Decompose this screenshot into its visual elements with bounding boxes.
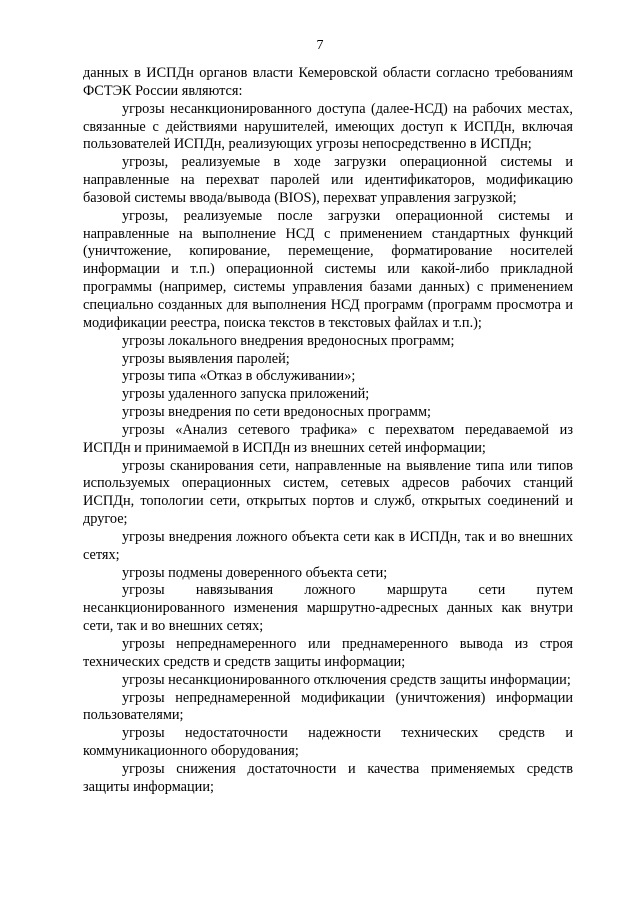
paragraph-threat-after-boot: угрозы, реализуемые после загрузки операционной системы и направленные на выполнение НСД с применением стандартных функций (уничтожение, копирование, перемещение, форматирование носителей информации и т.п.) операционной системы или какой-либо прикладной программы (например, системы управления базами данных) с применением специально созданных для выполнения НСД программ (программ просмотра и модификации реестра, поиска текстов в текстовых файлах и т.п.); bbox=[83, 207, 573, 331]
paragraph-threat-remote-launch: угрозы удаленного запуска приложений; bbox=[122, 386, 370, 403]
paragraph-threat-false-object: угрозы внедрения ложного объекта сети как в ИСПДн, так и во внешних сетях; bbox=[83, 528, 573, 563]
paragraph-threat-nsd-workplaces: угрозы несанкционированного доступа (далее-НСД) на рабочих местах, связанные с действиями нарушителей, имеющих доступ к ИСПДн, включая пользователей ИСПДн, реализующих угрозы непосредственно в ИСПДн; bbox=[83, 100, 573, 153]
paragraph-threat-reduced-protection-quality: угрозы снижения достаточности и качества применяемых средств защиты информации; bbox=[83, 760, 573, 795]
paragraph-threat-password-discovery: угрозы выявления паролей; bbox=[122, 350, 290, 367]
paragraph-threat-network-scanning: угрозы сканирования сети, направленные на выявление типа или типов используемых операционных систем, сетевых адресов рабочих станций ИСПДн, топологии сети, открытых портов и служб, открытых соединений и другое; bbox=[83, 457, 573, 528]
paragraph-threat-network-malware: угрозы внедрения по сети вредоносных программ; bbox=[122, 404, 431, 421]
paragraph-threat-protection-disable: угрозы несанкционированного отключения средств защиты информации; bbox=[122, 671, 571, 688]
paragraph-threat-unintended-modification: угрозы непреднамеренной модификации (уничтожения) информации пользователями; bbox=[83, 689, 573, 724]
paragraph-intro: данных в ИСПДн органов власти Кемеровской области согласно требованиям ФСТЭК России являются: bbox=[83, 65, 573, 99]
paragraph-threat-traffic-analysis: угрозы «Анализ сетевого трафика» с перехватом передаваемой из ИСПДн и принимаемой в ИСПДн из внешних сетей информации; bbox=[83, 421, 573, 456]
paragraph-threat-insufficient-reliability: угрозы недостаточности надежности технических средств и коммуникационного оборудования; bbox=[83, 725, 573, 760]
paragraph-threat-hardware-failure: угрозы непреднамеренного или преднамеренного вывода из строя технических средств и средств защиты информации; bbox=[83, 636, 573, 670]
paragraph-threat-local-malware: угрозы локального внедрения вредоносных программ; bbox=[122, 332, 455, 349]
paragraph-threat-trusted-object-spoofing: угрозы подмены доверенного объекта сети; bbox=[122, 564, 388, 581]
body-text bbox=[83, 65, 573, 797]
paragraph-threat-false-route: угрозы навязывания ложного маршрута сети путем несанкционированного изменения маршрутно-адресных данных как внутри сети, так и во внешних сетях; bbox=[83, 582, 573, 635]
paragraph-threat-os-boot: угрозы, реализуемые в ходе загрузки операционной системы и направленные на перехват паролей или идентификаторов, модификацию базовой системы ввода/вывода (BIOS), перехват управления загрузкой; bbox=[83, 154, 573, 206]
paragraph-threat-denial-of-service: угрозы типа «Отказ в обслуживании»; bbox=[122, 368, 356, 385]
page-number: 7 bbox=[316, 38, 324, 53]
